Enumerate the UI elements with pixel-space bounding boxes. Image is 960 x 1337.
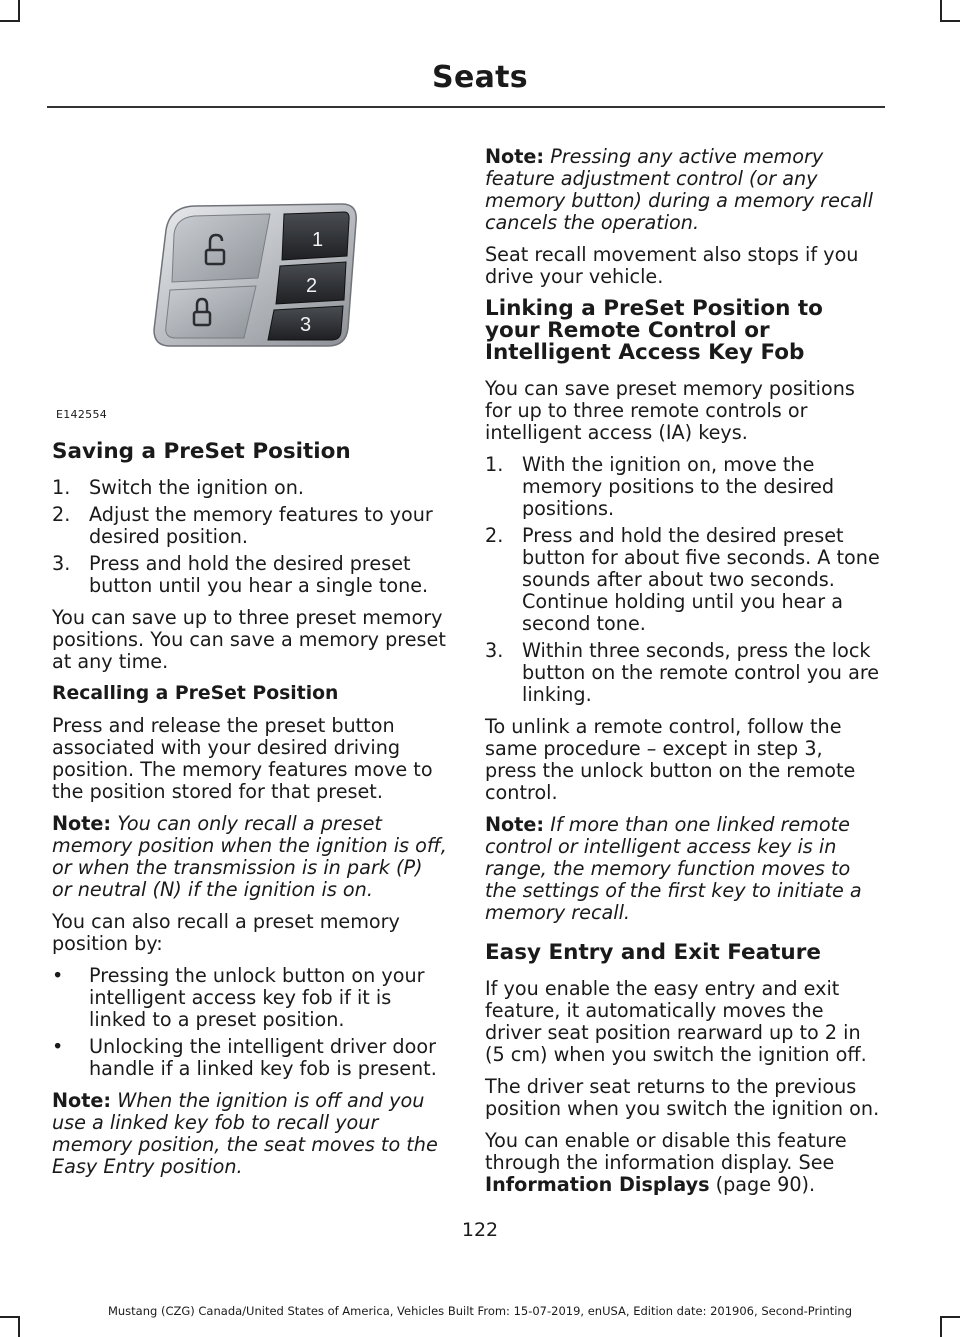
heading-linking-preset: Linking a PreSet Position to your Remote Control or Intelligent Access Key Fob: [485, 296, 823, 365]
linking-steps-list: [485, 454, 880, 706]
list-item: • Unlocking the intelligent driver door handle if a linked key fob is present.: [52, 1035, 437, 1080]
recall-methods-list: [52, 965, 447, 1080]
memory-button-1-label: 1: [312, 229, 324, 251]
memory-button-2-label: 2: [306, 275, 318, 297]
list-item: 3. Within three seconds, press the lock button on the remote control you are linking.: [485, 639, 880, 706]
paragraph: You can also recall a preset memory position by:: [52, 910, 400, 955]
paragraph: You can save up to three preset memory positions. You can save a memory preset at any time.: [52, 606, 446, 673]
list-item: • Pressing the unlock button on your intelligent access key fob if it is linked to a preset position.: [52, 964, 425, 1031]
list-item: 2. Press and hold the desired preset button for about five seconds. A tone sounds after about two seconds. Continue holding until you hear a second tone.: [485, 524, 880, 635]
memory-seat-switch-illustration: [152, 200, 362, 350]
information-displays-link[interactable]: Information Displays: [485, 1173, 710, 1196]
crop-mark: [940, 20, 960, 22]
list-item: 2. Adjust the memory features to your desired position.: [52, 503, 433, 548]
heading-saving-preset: Saving a PreSet Position: [52, 439, 351, 464]
paragraph: To unlink a remote control, follow the same procedure – except in step 3, press the unlock button on the remote control.: [485, 715, 856, 804]
crop-mark: [18, 1316, 20, 1337]
list-item: 1. With the ignition on, move the memory positions to the desired positions.: [485, 453, 835, 520]
paragraph: Press and release the preset button associated with your desired driving position. The memory features move to the position stored for that preset.: [52, 714, 433, 803]
figure-code: E142554: [56, 408, 108, 421]
paragraph: Seat recall movement also stops if you drive your vehicle.: [485, 243, 859, 288]
page-number: 122: [461, 1219, 499, 1241]
list-item: 1. Switch the ignition on.: [52, 476, 304, 499]
paragraph: You can save preset memory positions for up to three remote controls or intelligent access (IA) keys.: [485, 377, 855, 444]
paragraph: The driver seat returns to the previous position when you switch the ignition on.: [485, 1075, 880, 1120]
note: Note: If more than one linked remote control or intelligent access key is in range, the memory function moves to the settings of the first key to initiate a memory recall.: [485, 813, 862, 924]
paragraph: You can enable or disable this feature through the information display. See Information Displays (page 90).: [485, 1129, 847, 1196]
note: Note: Pressing any active memory feature adjustment control (or any memory button) during a memory recall cancels the operation.: [485, 145, 873, 234]
note: Note: You can only recall a preset memory position when the ignition is off, or when the transmission is in park (P) or neutral (N) if the ignition is on.: [52, 812, 447, 901]
left-column: [52, 146, 447, 1188]
header-divider: [47, 106, 885, 108]
heading-easy-entry: Easy Entry and Exit Feature: [485, 940, 821, 965]
right-column: [485, 146, 880, 1206]
crop-mark: [940, 1316, 942, 1337]
crop-mark: [18, 0, 20, 22]
page-title: Seats: [432, 60, 528, 95]
memory-seat-figure: [52, 146, 447, 421]
footer-text: Mustang (CZG) Canada/United States of America, Vehicles Built From: 15-07-2019, enUSA, Edition date: 201906, Second-Printing: [107, 1304, 853, 1318]
heading-recalling-preset: Recalling a PreSet Position: [52, 683, 339, 704]
paragraph: If you enable the easy entry and exit feature, it automatically moves the driver seat position rearward up to 2 in (5 cm) when you switch the ignition off.: [485, 977, 867, 1066]
note: Note: When the ignition is off and you use a linked key fob to recall your memory position, the seat moves to the Easy Entry position.: [52, 1089, 438, 1178]
list-item: 3. Press and hold the desired preset button until you hear a single tone.: [52, 552, 429, 597]
memory-button-3-label: 3: [300, 314, 312, 336]
saving-steps-list: [52, 477, 447, 597]
crop-mark: [940, 0, 942, 22]
crop-mark: [0, 20, 20, 22]
